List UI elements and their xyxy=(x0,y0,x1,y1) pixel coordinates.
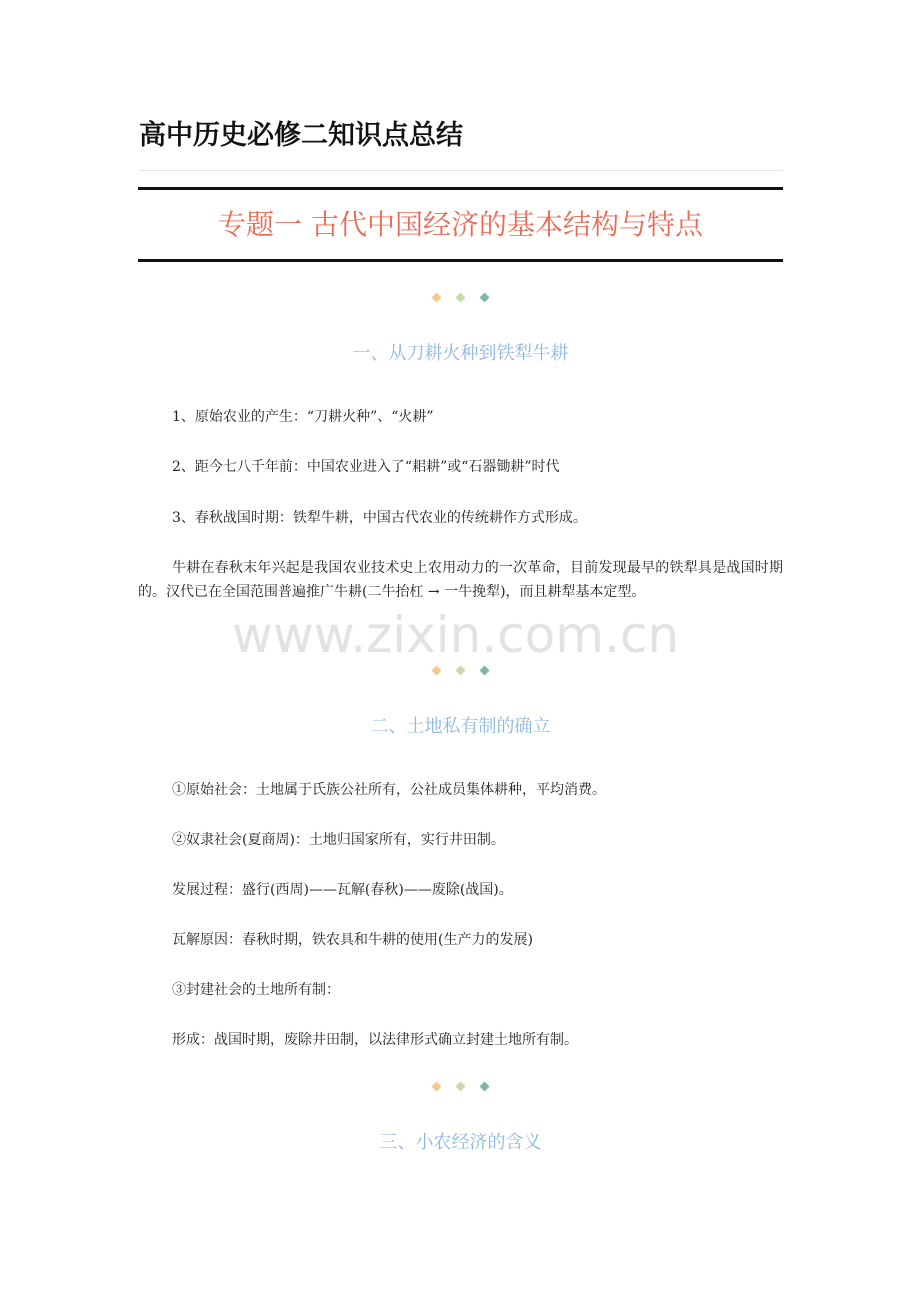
diamond-icon xyxy=(432,665,442,675)
topic-top-rule xyxy=(138,187,783,190)
diamond-icon xyxy=(456,1081,466,1091)
section-divider xyxy=(138,290,783,304)
diamond-icon xyxy=(432,1081,442,1091)
body-paragraph: 牛耕在春秋末年兴起是我国农业技术史上农用动力的一次革命，目前发现最早的铁犁具是战国时期的。汉代已在全国范围普遍推广牛耕(二牛抬杠 → 一牛挽犁)，而且耕犁基本定型。 xyxy=(138,560,783,600)
list-item: 瓦解原因：春秋时期，铁农具和牛耕的使用(生产力的发展) xyxy=(172,932,533,948)
section-divider xyxy=(138,663,783,677)
topic-heading: 专题一 古代中国经济的基本结构与特点 xyxy=(218,208,703,241)
section-heading: 一、从刀耕火种到铁犁牛耕 xyxy=(352,343,569,364)
list-item: ③封建社会的土地所有制： xyxy=(172,982,340,998)
diamond-icon xyxy=(480,1081,490,1091)
watermark: www.zixin.com.cn xyxy=(232,606,680,664)
list-item: 形成：战国时期，废除井田制，以法律形式确立封建土地所有制。 xyxy=(172,1032,578,1048)
topic-bottom-rule xyxy=(138,259,783,262)
diamond-icon xyxy=(480,292,490,302)
diamond-icon xyxy=(456,292,466,302)
section-heading: 三、小农经济的含义 xyxy=(379,1132,542,1153)
list-item: ①原始社会：土地属于氏族公社所有，公社成员集体耕种，平均消费。 xyxy=(172,782,606,798)
diamond-icon xyxy=(432,292,442,302)
title-underline xyxy=(139,170,783,171)
section-divider xyxy=(138,1079,783,1093)
list-item: ②奴隶社会(夏商周)：土地归国家所有，实行井田制。 xyxy=(172,832,505,848)
list-item: 发展过程：盛行(西周)——瓦解(春秋)——废除(战国)。 xyxy=(172,882,513,898)
diamond-icon xyxy=(480,665,490,675)
list-item: 3、春秋战国时期：铁犁牛耕，中国古代农业的传统耕作方式形成。 xyxy=(172,510,587,526)
section-heading: 二、土地私有制的确立 xyxy=(370,716,551,737)
document-title: 高中历史必修二知识点总结 xyxy=(139,120,463,151)
list-item: 1、原始农业的产生：“刀耕火种”、“火耕” xyxy=(172,409,434,425)
list-item: 2、距今七八千年前：中国农业进入了“耜耕”或“石器锄耕”时代 xyxy=(172,459,560,475)
diamond-icon xyxy=(456,665,466,675)
